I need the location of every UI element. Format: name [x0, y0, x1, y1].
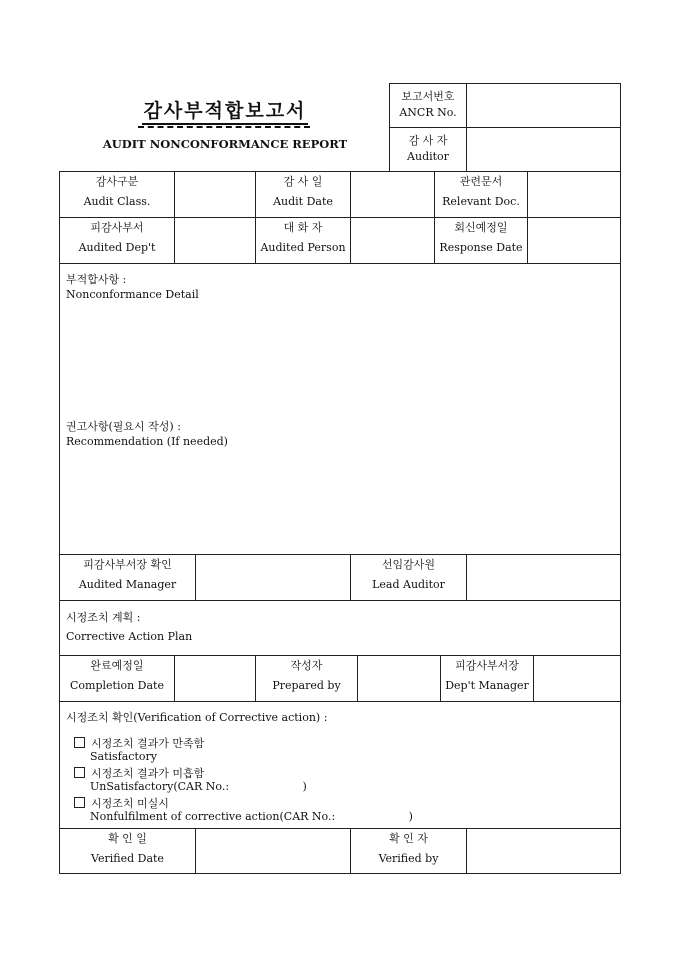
grid-line: [527, 171, 528, 263]
audit-date-en: Audit Date: [273, 195, 333, 208]
relevant-doc-label: [435, 172, 527, 216]
grid-line: [59, 873, 621, 874]
grid-line: [255, 171, 256, 263]
grid-line: [389, 83, 621, 84]
grid-line: [59, 655, 621, 656]
option-satisfactory-ko: 시정조치 결과가 만족함: [91, 737, 205, 750]
option-nonfulfilment: [74, 797, 594, 823]
verified-date-value[interactable]: [196, 829, 350, 873]
audit-class-value[interactable]: [175, 172, 255, 216]
audited-dept-label: [60, 218, 174, 262]
grid-line: [466, 828, 467, 874]
report-no-label-ko: 보고서번호: [401, 90, 455, 103]
grid-line: [255, 655, 256, 701]
grid-line: [466, 83, 467, 171]
audit-date-label: [256, 172, 350, 216]
auditor-label: [390, 128, 466, 170]
dept-manager-label: [441, 656, 533, 700]
lead-auditor-ko: 선임감사원: [381, 558, 436, 571]
verified-by-value[interactable]: [467, 829, 620, 873]
audit-class-label: [60, 172, 174, 216]
option-unsatisfactory-en: UnSatisfactory(CAR No.: ): [90, 780, 307, 793]
grid-line: [59, 171, 60, 874]
grid-line: [350, 828, 351, 874]
verified-date-ko: 확 인 일: [108, 832, 147, 845]
option-unsatisfactory: [74, 767, 594, 793]
grid-line: [59, 217, 621, 218]
auditor-value[interactable]: [467, 128, 620, 170]
grid-line: [59, 600, 621, 601]
audited-manager-en: Audited Manager: [78, 578, 177, 591]
option-satisfactory-en: Satisfactory: [90, 750, 157, 763]
verified-by-label: [351, 829, 466, 873]
nonfulfilment-checkbox[interactable]: [74, 797, 85, 808]
audited-person-ko: 대 화 자: [283, 221, 323, 234]
recommendation-section[interactable]: [66, 419, 606, 449]
relevant-doc-en: Relevant Doc.: [442, 195, 520, 208]
nonconformance-ko: 부적합사항 :: [66, 273, 127, 286]
completion-date-value[interactable]: [175, 656, 255, 700]
audited-dept-en: Audited Dep't: [78, 241, 156, 254]
corrective-plan-en: Corrective Action Plan: [66, 630, 193, 643]
response-date-label: [435, 218, 527, 262]
report-no-value[interactable]: [467, 84, 620, 127]
grid-line: [59, 263, 621, 264]
verified-date-en: Verified Date: [91, 852, 164, 865]
lead-auditor-en: Lead Auditor: [372, 578, 445, 591]
recommendation-en: Recommendation (If needed): [66, 435, 228, 448]
grid-line: [440, 655, 441, 701]
response-date-en: Response Date: [439, 241, 523, 254]
relevant-doc-ko: 관련문서: [459, 175, 503, 188]
prepared-by-ko: 작성자: [290, 659, 323, 672]
grid-line: [59, 828, 621, 829]
relevant-doc-value[interactable]: [528, 172, 620, 216]
response-date-value[interactable]: [528, 218, 620, 262]
unsatisfactory-checkbox[interactable]: [74, 767, 85, 778]
grid-line: [389, 83, 390, 171]
audited-person-label: [256, 218, 350, 262]
option-unsatisfactory-ko: 시정조치 결과가 미흡함: [91, 767, 205, 780]
prepared-by-en: Prepared by: [272, 679, 341, 692]
audited-manager-value[interactable]: [196, 555, 350, 599]
completion-date-ko: 완료예정일: [90, 659, 144, 672]
grid-line: [620, 83, 621, 874]
dept-manager-value[interactable]: [534, 656, 620, 700]
title-underline-dashed: [138, 126, 310, 128]
grid-line: [174, 655, 175, 701]
grid-line: [357, 655, 358, 701]
corrective-plan-ko: 시정조치 계획 :: [66, 611, 141, 624]
option-nonfulfilment-ko: 시정조치 미실시: [91, 797, 169, 810]
title-korean: [60, 96, 390, 123]
report-no-label-en: ANCR No.: [399, 106, 457, 119]
audited-dept-ko: 피감사부서: [90, 221, 144, 234]
audited-person-value[interactable]: [351, 218, 434, 262]
audit-date-ko: 감 사 일: [283, 175, 323, 188]
report-no-label: [390, 84, 466, 128]
lead-auditor-label: [351, 555, 466, 599]
auditor-label-en: Auditor: [407, 150, 449, 163]
verified-by-ko: 확 인 자: [389, 832, 428, 845]
grid-line: [389, 127, 621, 128]
nonconformance-en: Nonconformance Detail: [66, 288, 199, 301]
satisfactory-checkbox[interactable]: [74, 737, 85, 748]
dept-manager-en: Dep't Manager: [445, 679, 529, 692]
dept-manager-ko: 피감사부서장: [455, 659, 519, 672]
verification-heading: 시정조치 확인(Verification of Corrective action) :: [66, 711, 328, 724]
grid-line: [195, 554, 196, 600]
grid-line: [59, 171, 621, 172]
audited-manager-label: [60, 555, 195, 599]
nonconformance-section[interactable]: [66, 272, 606, 302]
option-satisfactory: [74, 737, 594, 763]
grid-line: [533, 655, 534, 701]
completion-date-en: Completion Date: [70, 679, 164, 692]
grid-line: [350, 171, 351, 263]
title-english: AUDIT NONCONFORMANCE REPORT: [102, 137, 348, 151]
audit-date-value[interactable]: [351, 172, 434, 216]
lead-auditor-value[interactable]: [467, 555, 620, 599]
audited-dept-value[interactable]: [175, 218, 255, 262]
option-nonfulfilment-en: Nonfulfilment of corrective action(CAR No.: ): [90, 810, 413, 823]
prepared-by-label: [256, 656, 357, 700]
grid-line: [59, 554, 621, 555]
grid-line: [350, 554, 351, 600]
auditor-label-ko: 감 사 자: [408, 134, 448, 147]
recommendation-ko: 권고사항(필요시 작성) :: [66, 420, 181, 433]
grid-line: [195, 828, 196, 874]
title-korean-text: 감사부적합보고서: [142, 100, 309, 125]
verified-date-label: [60, 829, 195, 873]
response-date-ko: 회신예정일: [454, 221, 508, 234]
audited-person-en: Audited Person: [260, 241, 346, 254]
audited-manager-ko: 피감사부서장 확인: [83, 558, 172, 571]
completion-date-label: [60, 656, 174, 700]
corrective-plan-section[interactable]: [66, 608, 606, 646]
grid-line: [434, 171, 435, 263]
grid-line: [466, 554, 467, 600]
grid-line: [59, 701, 621, 702]
verified-by-en: Verified by: [378, 852, 439, 865]
prepared-by-value[interactable]: [358, 656, 440, 700]
audit-class-en: Audit Class.: [83, 195, 151, 208]
audit-class-ko: 감사구분: [95, 175, 139, 188]
grid-line: [174, 171, 175, 263]
